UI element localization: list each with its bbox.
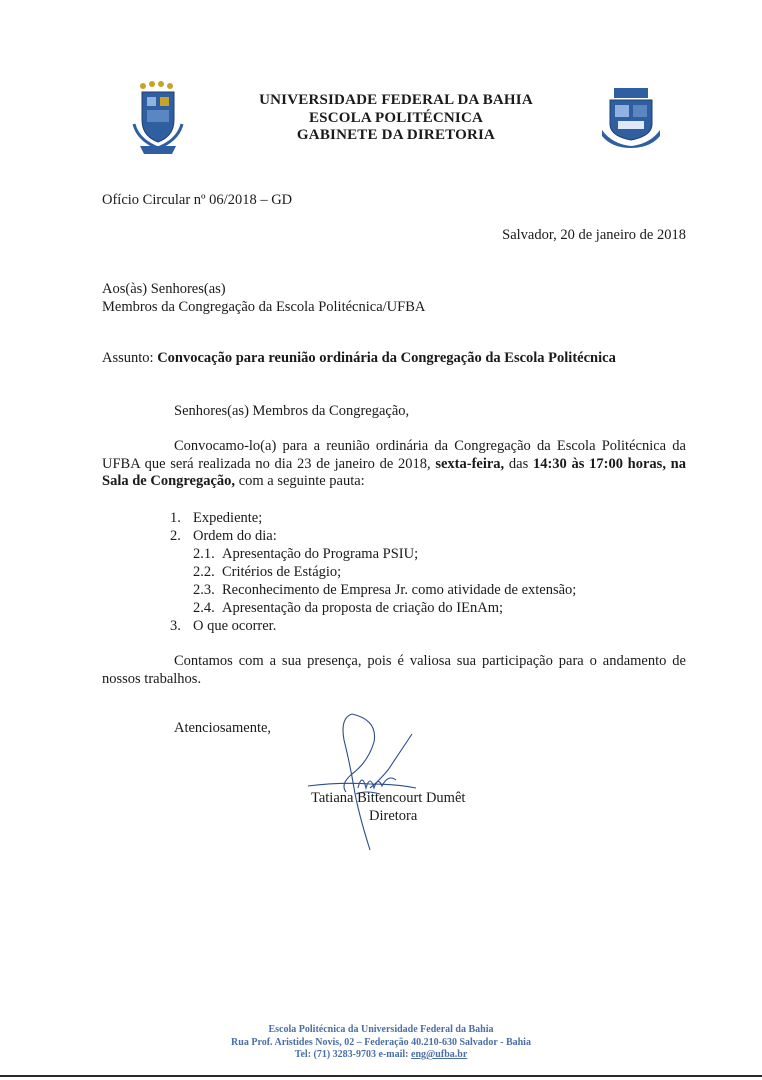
footer-phone: Tel: (71) 3283-9703 e-mail: — [294, 1049, 409, 1061]
closing-salutation: Atenciosamente, — [174, 720, 272, 736]
date-line: Salvador, 20 de janeiro de 2018 — [502, 227, 686, 243]
agenda-item-3-number: 3. — [170, 618, 181, 634]
convocation-text-b: das — [508, 455, 529, 472]
bottom-divider — [0, 1075, 762, 1077]
agenda-subitem-3: Reconhecimento de Empresa Jr. como atividade de extensão; — [222, 582, 577, 598]
office-name: GABINETE DA DIRETORIA — [296, 127, 496, 143]
footer-contact — [0, 1049, 762, 1062]
agenda-subitem-2: Critérios de Estágio; — [222, 564, 342, 580]
meeting-location: na Sala de Congregação, — [102, 455, 686, 490]
page-footer — [0, 1024, 762, 1062]
meeting-weekday: sexta-feira, — [435, 455, 505, 472]
footer-email-link[interactable]: eng@ufba.br — [411, 1049, 468, 1061]
convocation-text-d: com a seguinte pauta: — [238, 473, 365, 490]
agenda-subitem-1: Apresentação do Programa PSIU; — [222, 546, 419, 562]
recipient-line-2: Membros da Congregação da Escola Politécnica/UFBA — [102, 299, 426, 315]
document-reference: Ofício Circular nº 06/2018 – GD — [102, 192, 293, 208]
convocation-text-a: Convocamo-lo(a) para a reunião ordinária da Congregação da Escola Politécnica da UFBA que será realizada no dia 23 de janeiro de 2018, — [102, 438, 686, 472]
agenda-item-1: Expediente; — [193, 510, 263, 526]
footer-address: Rua Prof. Aristides Novis, 02 – Federação 40.210-630 Salvador - Bahia — [231, 1036, 531, 1048]
subject-line — [102, 350, 616, 368]
recipient-line-1: Aos(às) Senhores(as) — [102, 281, 226, 297]
agenda-item-2-number: 2. — [170, 528, 181, 544]
closing-paragraph: Contamos com a sua presença, pois é valiosa sua participação para o andamento de nossos trabalhos. — [102, 653, 686, 687]
agenda-subitem-3-number: 2.3. — [193, 582, 215, 598]
subject-text: Convocação para reunião ordinária da Congregação da Escola Politécnica — [157, 350, 616, 366]
subject-label: Assunto: — [102, 350, 154, 366]
meeting-time: 14:30 às 17:00 horas, — [532, 455, 666, 472]
agenda-item-3: O que ocorrer. — [193, 618, 277, 634]
signatory-name: Tatiana Bittencourt Dumêt — [311, 790, 466, 806]
handwritten-signature — [300, 712, 430, 852]
university-name: UNIVERSIDADE FEDERAL DA BAHIA — [259, 92, 533, 108]
salutation: Senhores(as) Membros da Congregação, — [174, 403, 410, 419]
signatory-title: Diretora — [369, 808, 418, 824]
footer-institution: Escola Politécnica da Universidade Federal da Bahia — [268, 1024, 494, 1035]
agenda-subitem-1-number: 2.1. — [193, 546, 215, 562]
school-crest-right-icon — [600, 86, 662, 148]
agenda-subitem-2-number: 2.2. — [193, 564, 215, 580]
school-name: ESCOLA POLITÉCNICA — [308, 109, 484, 126]
agenda-subitem-4: Apresentação da proposta de criação do IEnAm; — [222, 600, 504, 616]
convocation-paragraph — [102, 438, 686, 491]
agenda-subitem-4-number: 2.4. — [193, 600, 215, 616]
agenda-item-1-number: 1. — [170, 510, 181, 526]
agenda-item-2: Ordem do dia: — [193, 528, 277, 544]
